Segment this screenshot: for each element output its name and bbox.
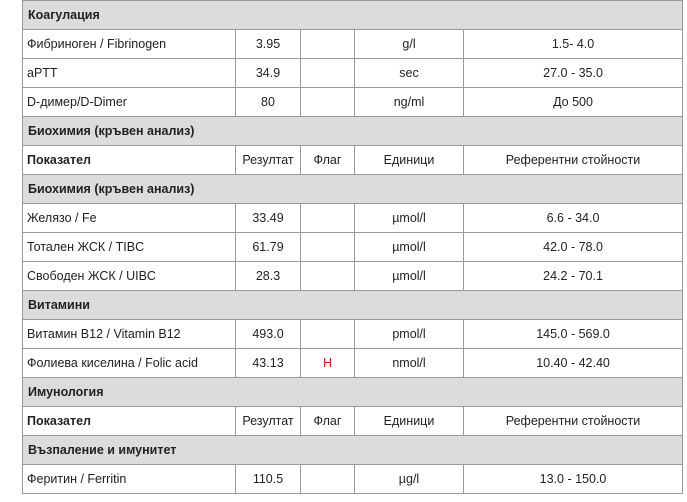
section-header (23, 1, 683, 30)
cell-reference: 10.40 - 42.40 (464, 349, 683, 378)
cell-result: 34.9 (236, 59, 301, 88)
cell-name: Фолиева киселина / Folic acid (23, 349, 236, 378)
cell-reference: 27.0 - 35.0 (464, 59, 683, 88)
section-header (23, 436, 683, 465)
cell-reference: 24.2 - 70.1 (464, 262, 683, 291)
column-header-row (23, 407, 683, 436)
section-title: Възпаление и имунитет (23, 436, 683, 465)
cell-name: Фибриноген / Fibrinogen (23, 30, 236, 59)
column-header-units: Единици (355, 146, 464, 175)
cell-name: Витамин B12 / Vitamin B12 (23, 320, 236, 349)
column-header-name: Показател (23, 407, 236, 436)
cell-reference: 13.0 - 150.0 (464, 465, 683, 494)
cell-result: 61.79 (236, 233, 301, 262)
table-row (23, 88, 683, 117)
cell-units: g/l (355, 30, 464, 59)
cell-units: µmol/l (355, 233, 464, 262)
cell-flag (301, 320, 355, 349)
cell-units: sec (355, 59, 464, 88)
section-header (23, 378, 683, 407)
cell-flag (301, 30, 355, 59)
cell-name: Феритин / Ferritin (23, 465, 236, 494)
cell-name: D-димер/D-Dimer (23, 88, 236, 117)
cell-result: 3.95 (236, 30, 301, 59)
section-title: Биохимия (кръвен анализ) (23, 117, 683, 146)
cell-flag (301, 59, 355, 88)
cell-units: nmol/l (355, 349, 464, 378)
section-title: Имунология (23, 378, 683, 407)
column-header-row (23, 146, 683, 175)
section-header (23, 117, 683, 146)
column-header-name: Показател (23, 146, 236, 175)
column-header-flag: Флаг (301, 146, 355, 175)
column-header-reference: Референтни стойности (464, 146, 683, 175)
table-row (23, 59, 683, 88)
cell-name: Желязо / Fe (23, 204, 236, 233)
cell-units: µmol/l (355, 204, 464, 233)
cell-units: µg/l (355, 465, 464, 494)
column-header-result: Резултат (236, 146, 301, 175)
table-row (23, 320, 683, 349)
section-title: Биохимия (кръвен анализ) (23, 175, 683, 204)
cell-reference: 42.0 - 78.0 (464, 233, 683, 262)
cell-flag (301, 262, 355, 291)
cell-flag (301, 88, 355, 117)
cell-units: µmol/l (355, 262, 464, 291)
column-header-flag: Флаг (301, 407, 355, 436)
cell-name: Тотален ЖСК / TIBC (23, 233, 236, 262)
cell-result: 43.13 (236, 349, 301, 378)
table-row (23, 204, 683, 233)
cell-result: 110.5 (236, 465, 301, 494)
cell-result: 493.0 (236, 320, 301, 349)
cell-result: 33.49 (236, 204, 301, 233)
table-row (23, 465, 683, 494)
cell-reference: 145.0 - 569.0 (464, 320, 683, 349)
table-row (23, 349, 683, 378)
cell-flag (301, 465, 355, 494)
section-header (23, 175, 683, 204)
cell-name: Свободен ЖСК / UIBC (23, 262, 236, 291)
cell-reference: 6.6 - 34.0 (464, 204, 683, 233)
cell-units: ng/ml (355, 88, 464, 117)
cell-flag (301, 204, 355, 233)
section-header (23, 291, 683, 320)
cell-flag: H (301, 349, 355, 378)
cell-name: aPTT (23, 59, 236, 88)
cell-result: 80 (236, 88, 301, 117)
column-header-units: Единици (355, 407, 464, 436)
cell-flag (301, 233, 355, 262)
section-title: Витамини (23, 291, 683, 320)
table-row (23, 262, 683, 291)
cell-reference: 1.5- 4.0 (464, 30, 683, 59)
column-header-reference: Референтни стойности (464, 407, 683, 436)
table-row (23, 30, 683, 59)
cell-result: 28.3 (236, 262, 301, 291)
section-title: Коагулация (23, 1, 683, 30)
cell-units: pmol/l (355, 320, 464, 349)
column-header-result: Резултат (236, 407, 301, 436)
lab-results-table (22, 0, 683, 494)
table-row (23, 233, 683, 262)
cell-reference: До 500 (464, 88, 683, 117)
